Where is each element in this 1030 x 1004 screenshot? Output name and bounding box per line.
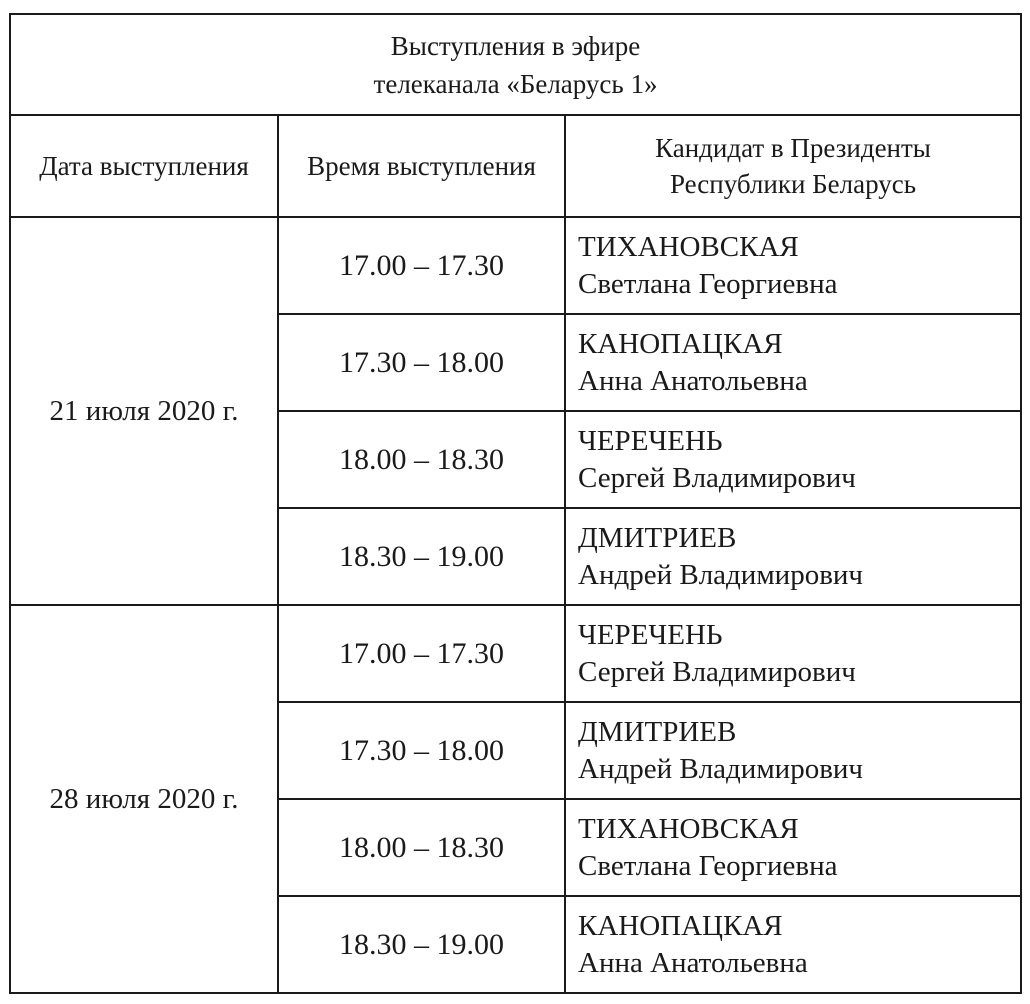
candidate-given-names: Анна Анатольевна [578,946,808,979]
date-cell: 28 июля 2020 г. [10,605,278,993]
candidate-given-names: Сергей Владимирович [578,461,856,494]
candidate-cell [565,605,1021,702]
candidate-surname: ТИХАНОВСКАЯ [578,230,799,263]
time-cell: 17.00 – 17.30 [278,217,565,314]
title-line-2: телеканала «Беларусь 1» [373,68,658,99]
candidate-given-names: Анна Анатольевна [578,364,808,397]
candidate-given-names: Андрей Владимирович [578,558,863,591]
title-row [10,14,1021,115]
candidate-cell [565,217,1021,314]
broadcast-schedule-table [9,13,1022,994]
time-cell: 18.00 – 18.30 [278,799,565,896]
header-candidate-line-1: Кандидат в Президенты [655,133,931,163]
candidate-given-names: Светлана Георгиевна [578,849,838,882]
time-cell: 17.30 – 18.00 [278,314,565,411]
header-row [10,115,1021,217]
time-cell: 17.00 – 17.30 [278,605,565,702]
time-cell: 18.00 – 18.30 [278,411,565,508]
table-row [10,217,1021,314]
table-row [10,605,1021,702]
time-cell: 18.30 – 19.00 [278,508,565,605]
title-line-1: Выступления в эфире [390,30,641,61]
candidate-surname: ЧЕРЕЧЕНЬ [578,618,723,651]
candidate-given-names: Андрей Владимирович [578,752,863,785]
candidate-cell [565,508,1021,605]
header-date: Дата выступления [10,115,278,217]
candidate-cell [565,702,1021,799]
header-time: Время выступления [278,115,565,217]
candidate-surname: ТИХАНОВСКАЯ [578,812,799,845]
time-cell: 18.30 – 19.00 [278,896,565,993]
candidate-cell [565,314,1021,411]
candidate-given-names: Сергей Владимирович [578,655,856,688]
header-candidate [565,115,1021,217]
candidate-surname: ЧЕРЕЧЕНЬ [578,424,723,457]
header-candidate-line-2: Республики Беларусь [669,169,917,199]
candidate-cell [565,896,1021,993]
candidate-surname: КАНОПАЦКАЯ [578,909,783,942]
candidate-cell [565,411,1021,508]
candidate-surname: КАНОПАЦКАЯ [578,327,783,360]
candidate-cell [565,799,1021,896]
candidate-surname: ДМИТРИЕВ [578,715,737,748]
candidate-surname: ДМИТРИЕВ [578,521,737,554]
date-cell: 21 июля 2020 г. [10,217,278,605]
table-title [10,14,1021,115]
time-cell: 17.30 – 18.00 [278,702,565,799]
candidate-given-names: Светлана Георгиевна [578,267,838,300]
